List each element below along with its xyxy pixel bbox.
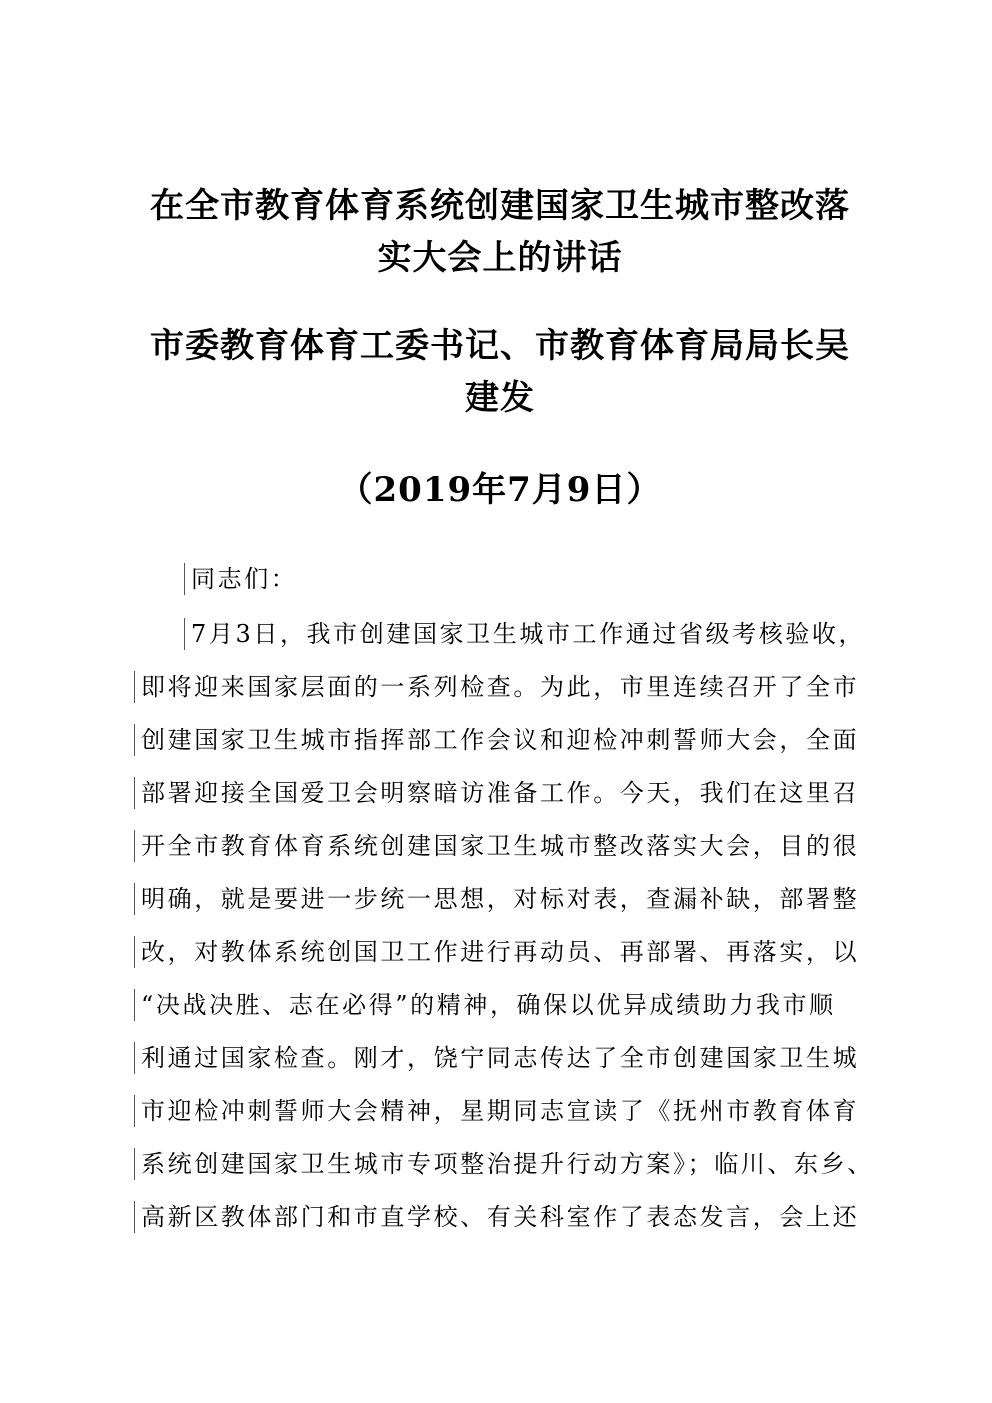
body-line-12: 高新区教体部门和市直学校、有关科室作了表态发言，会上还 [134, 1201, 901, 1233]
body-line-6: 明确，就是要进一步统一思想，对标对表，查漏补缺，部署整 [134, 883, 901, 915]
body-line-8: “决战决胜、志在必得”的精神，确保以优异成绩助力我市顺 [134, 989, 901, 1021]
body-line-2: 即将迎来国家层面的一系列检查。为此，市里连续召开了全市 [134, 671, 901, 703]
body-line-11: 系统创建国家卫生城市专项整治提升行动方案》；临川、东乡、 [134, 1148, 901, 1180]
body-line-3: 创建国家卫生城市指挥部工作会议和迎检冲刺誓师大会，全面 [134, 724, 901, 756]
title-line-2: 实大会上的讲话 [377, 238, 623, 278]
title-line-1: 在全市教育体育系统创建国家卫生城市整改落 [150, 186, 850, 226]
body-line-5: 开全市教育体育系统创建国家卫生城市整改落实大会，目的很 [134, 830, 901, 862]
date-line: （2019年7月9日） [338, 470, 662, 510]
body-line-7: 改，对教体系统创国卫工作进行再动员、再部署、再落实，以 [134, 936, 901, 968]
author-line-1: 市委教育体育工委书记、市教育体育局局长吴 [150, 326, 850, 366]
body-line-1: 7月3日，我市创建国家卫生城市工作通过省级考核验收， [184, 618, 951, 650]
salutation: 同志们： [184, 563, 951, 595]
body-line-10: 市迎检冲刺誓师大会精神，星期同志宣读了《抚州市教育体育 [134, 1095, 901, 1127]
body-line-9: 利通过国家检查。刚才，饶宁同志传达了全市创建国家卫生城 [134, 1042, 901, 1074]
body-line-4: 部署迎接全国爱卫会明察暗访准备工作。今天，我们在这里召 [134, 777, 901, 809]
author-line-2: 建发 [465, 378, 535, 418]
